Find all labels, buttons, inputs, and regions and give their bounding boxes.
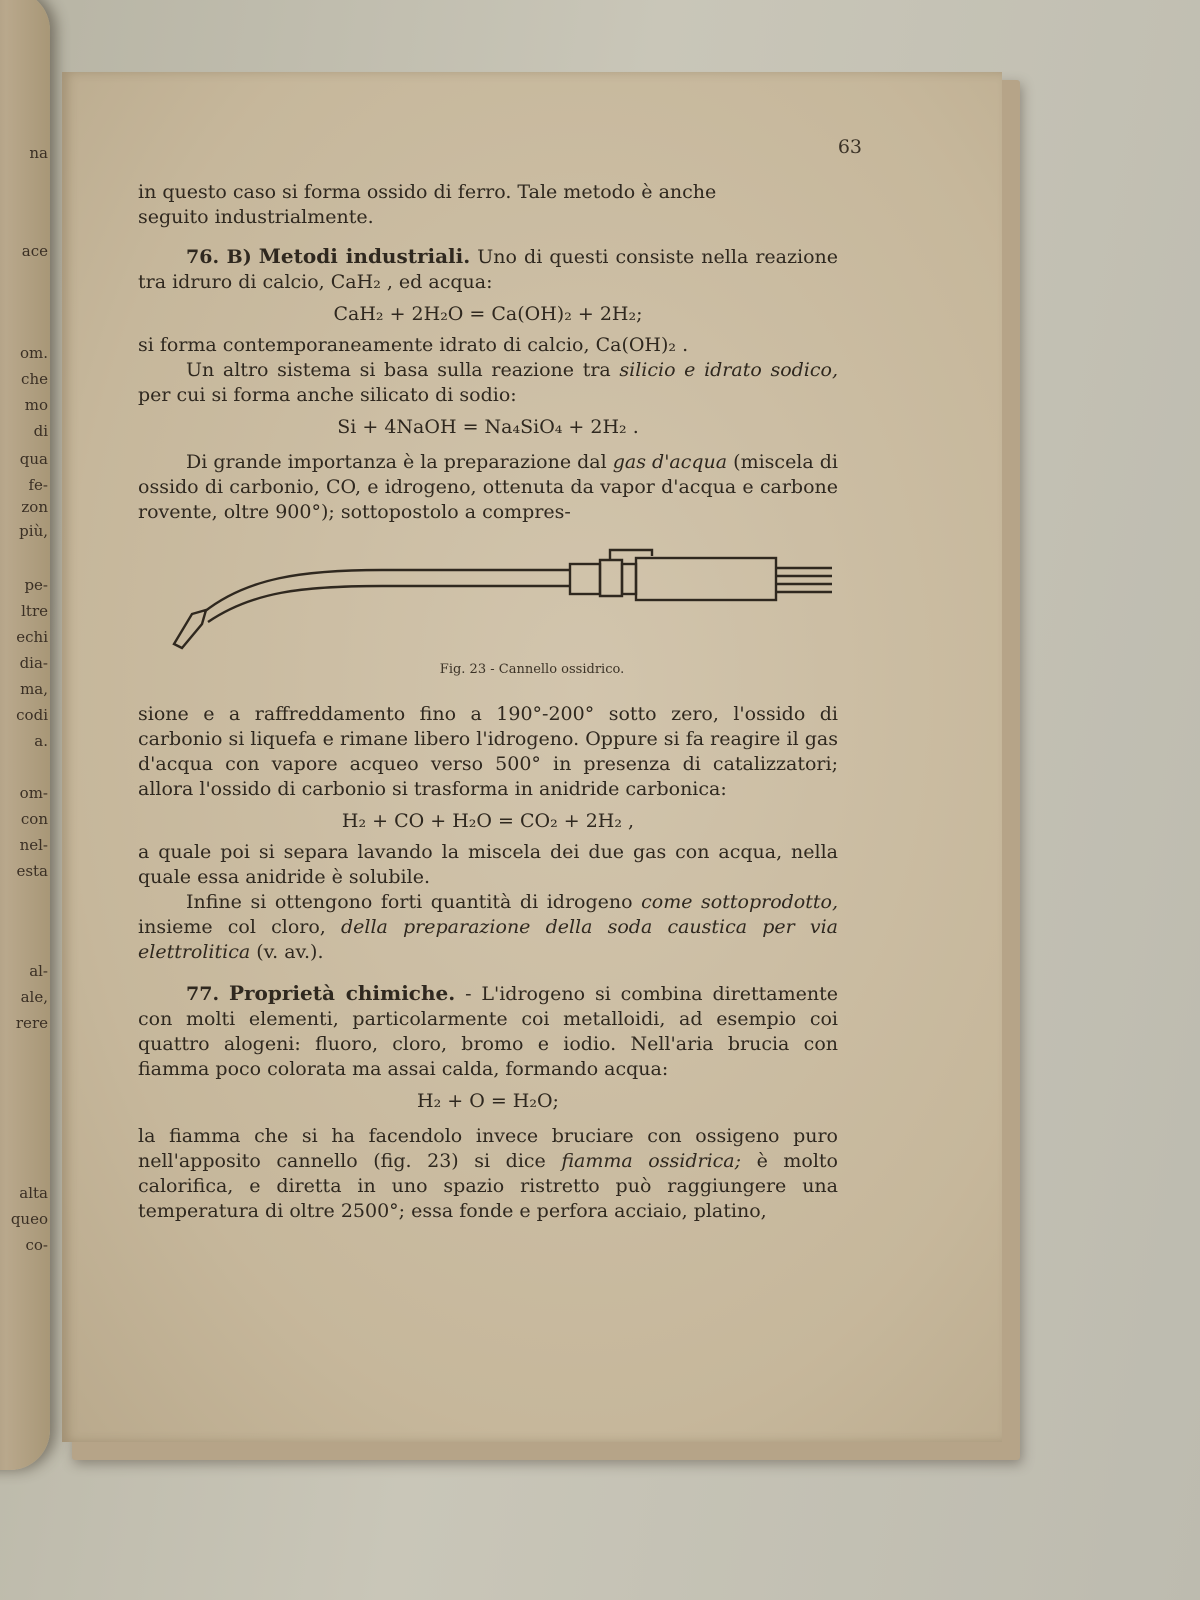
left-margin-fragment: ltre (21, 602, 48, 620)
paragraph-calcium-hydroxide: si forma contemporaneamente idrato di calcio, Ca(OH)₂ . (138, 334, 689, 356)
oxyhydrogen-torch-figure (152, 548, 832, 658)
book-page (62, 72, 1002, 1442)
section-76-title: Metodi industriali. (258, 244, 471, 268)
section-76-number: 76. B) (186, 246, 252, 268)
left-margin-fragment: queo (10, 1210, 48, 1228)
section-76-text: Uno di questi consiste nella reazione tra idruro di calcio, CaH₂ , ed acqua: (138, 246, 838, 293)
section-77 (138, 981, 838, 1082)
left-margin-fragment: nel- (19, 836, 48, 854)
p3-text-start: Di grande importanza è la preparazione dal (186, 451, 613, 473)
left-margin-fragment: alta (19, 1184, 48, 1202)
p6-text-mid: insieme col cloro, (138, 916, 341, 938)
left-margin-fragment: che (21, 370, 48, 388)
left-margin-fragment: codi (16, 706, 48, 724)
p8-text-end: è molto calorifica, e diretta in uno spazio ristretto può raggiungere una temperatura di oltre 2500°; essa fonde e perfora acciaio, platino, (138, 1150, 839, 1222)
left-margin-fragment: ale, (20, 988, 48, 1006)
p2-text-end: per cui si forma anche silicato di sodio: (138, 384, 517, 406)
left-margin-fragment: om. (19, 344, 48, 362)
left-margin-fragment: mo (24, 396, 48, 414)
left-margin-fragment: con (20, 810, 48, 828)
paragraph-oxyhydrogen-flame (138, 1124, 838, 1224)
left-margin-fragment: ace (21, 242, 48, 260)
p2-italic: silicio e idrato sodico, (619, 359, 838, 381)
paragraph-separation: a quale poi si separa lavando la miscela dei due gas con acqua, nella quale essa anidride è solubile. (138, 841, 838, 888)
left-margin-fragment: qua (19, 450, 48, 468)
intro-line-end: seguito industrialmente. (138, 206, 374, 228)
left-margin-fragment: a. (34, 732, 48, 750)
left-margin-fragment: rere (15, 1014, 48, 1032)
p6-text-end: (v. av.). (250, 941, 324, 963)
p3-italic: gas d'acqua (612, 451, 728, 473)
left-margin-fragment: più, (19, 522, 48, 540)
left-margin-fragment: dia- (19, 654, 48, 672)
bottom-text (138, 702, 838, 1224)
figure-caption: Fig. 23 - Cannello ossidrico. (439, 662, 625, 677)
torch-nozzle (174, 610, 206, 648)
torch-body (636, 558, 776, 600)
left-margin-fragment: echi (16, 628, 48, 646)
left-margin-fragment: fe- (28, 476, 48, 494)
formula-water: H₂ + O = H₂O; (417, 1090, 559, 1112)
left-margin-fragment: om- (19, 784, 48, 802)
p8-text-start: la fiamma che si ha facendolo invece bruciare con ossigeno puro nell'apposito cannello (fig. 23) si dice (138, 1125, 838, 1172)
p6-italic-1: come sottoprodotto, (641, 891, 838, 913)
top-text (138, 180, 838, 525)
p6-italic-2: della preparazione della soda caustica per via elettrolitica (138, 916, 839, 963)
left-margin-fragment: di (33, 422, 48, 440)
formula-carbon-dioxide: H₂ + CO + H₂O = CO₂ + 2H₂ , (341, 810, 635, 832)
left-margin-fragment: co- (25, 1236, 48, 1254)
page-number: 63 (837, 136, 862, 158)
left-margin-fragment: al- (29, 962, 48, 980)
p6-text-start: Infine si ottengono forti quantità di idrogeno (186, 891, 642, 913)
paragraph-cooling: sione e a raffreddamento fino a 190°-200° sotto zero, l'ossido di carbonio si liquefa e rimane libero l'idrogeno. Oppure si fa reagire il gas d'acqua con vapore acqueo verso 500° in presenza di catalizzatori; allora l'ossido di carbonio si trasforma in anidride carbonica: (138, 703, 838, 800)
left-margin-fragment: esta (16, 862, 48, 880)
left-margin-fragment: pe- (24, 576, 48, 594)
left-margin-fragment: na (29, 144, 48, 162)
paragraph-byproduct (138, 890, 838, 965)
section-77-title: Proprietà chimiche. (228, 981, 456, 1005)
formula-sodium-silicate: Si + 4NaOH = Na₄SiO₄ + 2H₂ . (337, 416, 639, 438)
section-76 (138, 244, 838, 295)
formula-calcium-hydride: CaH₂ + 2H₂O = Ca(OH)₂ + 2H₂; (333, 303, 643, 325)
paragraph-silicon (138, 358, 838, 408)
left-margin-fragment: ma, (20, 680, 48, 698)
p3-text-end: (miscela di ossido di carbonio, CO, e idrogeno, ottenuta da vapor d'acqua e carbone rovente, oltre 900°); sottopostolo a compres- (138, 451, 838, 523)
paragraph-water-gas (138, 450, 838, 525)
p8-italic: fiamma ossidrica; (561, 1150, 742, 1172)
left-margin-fragment: zon (21, 498, 48, 516)
section-77-number: 77. (186, 983, 220, 1005)
section-77-text: - L'idrogeno si combina direttamente con molti elementi, particolarmente coi metalloidi, ad esempio coi quattro alogeni: fluoro, cloro, bromo e iodio. Nell'aria brucia con fiamma poco colorata ma assai calda, formando acqua: (138, 983, 838, 1080)
intro-line: in questo caso si forma ossido di ferro. Tale metodo è anche (138, 181, 717, 203)
p2-text-start: Un altro sistema si basa sulla reazione tra (186, 359, 620, 381)
